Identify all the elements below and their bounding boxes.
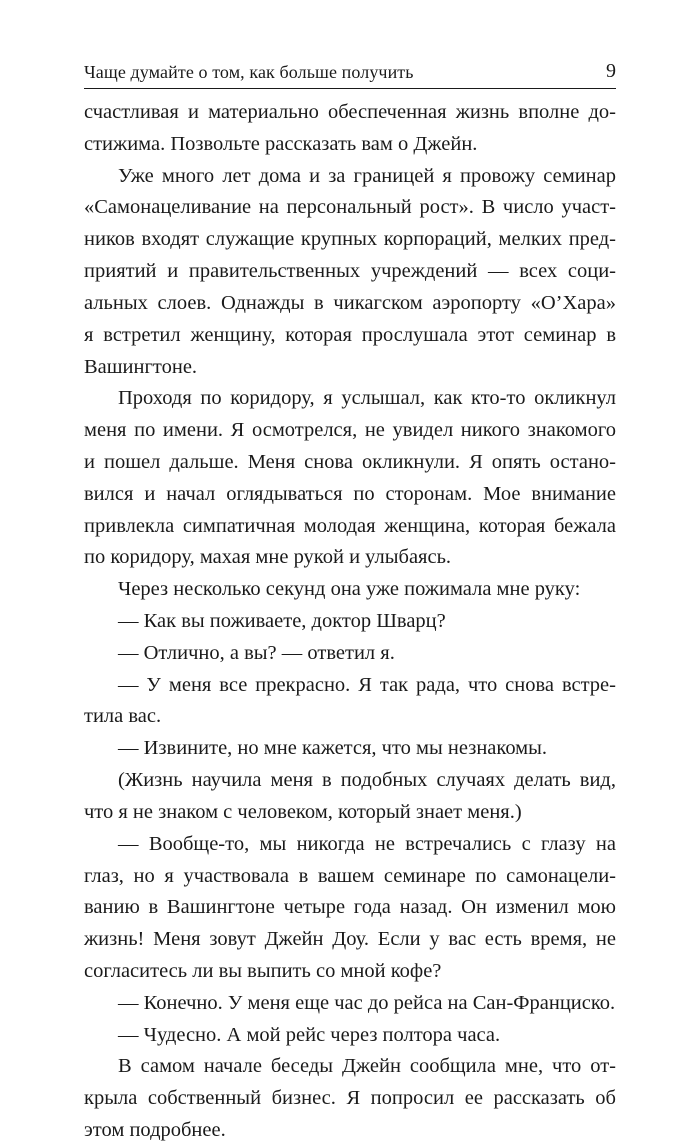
text-line: — Отлично, а вы? — ответил я. bbox=[118, 641, 395, 664]
text-line: крыла собственный бизнес. Я попросил ее рассказать об bbox=[84, 1087, 616, 1110]
text-line: тила вас. bbox=[84, 705, 162, 728]
body-text bbox=[84, 97, 616, 1147]
running-header bbox=[84, 60, 616, 86]
text-line: вился и начал оглядываться по сторонам. Мое внимание bbox=[84, 482, 616, 505]
text-line: стижима. Позвольте рассказать вам о Джейн. bbox=[84, 132, 478, 155]
text-line: меня по имени. Я осмотрелся, не увидел никого знакомого bbox=[84, 419, 616, 442]
text-line: приятий и правительственных учреждений — всех соци- bbox=[84, 260, 616, 283]
page-number: 9 bbox=[606, 60, 616, 82]
text-line: — Извините, но мне кажется, что мы незнакомы. bbox=[118, 737, 548, 760]
text-line: я встретил женщину, которая прослушала этот семинар в bbox=[84, 323, 616, 346]
text-line: согласитесь ли вы выпить со мной кофе? bbox=[84, 959, 442, 982]
text-line: Проходя по коридору, я услышал, как кто-то окликнул bbox=[118, 387, 616, 410]
text-line: — Конечно. У меня еще час до рейса на Сан-Франциско. bbox=[118, 991, 616, 1014]
text-line: что я не знаком с человеком, который знает меня.) bbox=[84, 800, 522, 823]
running-title: Чаще думайте о том, как больше получить bbox=[84, 62, 414, 82]
text-line: этом подробнее. bbox=[84, 1119, 226, 1141]
text-line: привлекла симпатичная молодая женщина, которая бежала bbox=[84, 514, 616, 537]
text-line: жизнь! Меня зовут Джейн Доу. Если у вас есть время, не bbox=[84, 928, 616, 951]
text-line: глаз, но я участвовала в вашем семинаре по самонацели- bbox=[84, 864, 616, 887]
text-line: по коридору, махая мне рукой и улыбаясь. bbox=[84, 546, 452, 569]
text-line: — У меня все прекрасно. Я так рада, что снова встре- bbox=[118, 673, 616, 696]
text-line: ванию в Вашингтоне четыре года назад. Он изменил мою bbox=[84, 896, 616, 919]
text-line: В самом начале беседы Джейн сообщила мне, что от- bbox=[118, 1055, 616, 1078]
text-line: ников входят служащие крупных корпораций, мелких пред- bbox=[84, 228, 616, 251]
text-line: Вашингтоне. bbox=[84, 355, 198, 378]
text-line: (Жизнь научила меня в подобных случаях делать вид, bbox=[118, 769, 616, 792]
text-line: счастливая и материально обеспеченная жизнь вполне до- bbox=[84, 101, 616, 123]
text-line: — Как вы поживаете, доктор Шварц? bbox=[118, 610, 446, 632]
text-line: и пошел дальше. Меня снова окликнули. Я опять остано- bbox=[84, 450, 616, 473]
text-line: «Самонацеливание на персональный рост». В число участ- bbox=[84, 196, 616, 219]
text-line: — Чудесно. А мой рейс через полтора часа. bbox=[118, 1023, 501, 1046]
text-line: — Вообще-то, мы никогда не встречались с глазу на bbox=[118, 832, 616, 855]
header-rule bbox=[84, 88, 616, 89]
text-line: Уже много лет дома и за границей я провожу семинар bbox=[118, 164, 616, 187]
text-line: альных слоев. Однажды в чикагском аэропорту «О’Хара» bbox=[84, 291, 616, 314]
text-line: Через несколько секунд она уже пожимала мне руку: bbox=[118, 578, 581, 601]
